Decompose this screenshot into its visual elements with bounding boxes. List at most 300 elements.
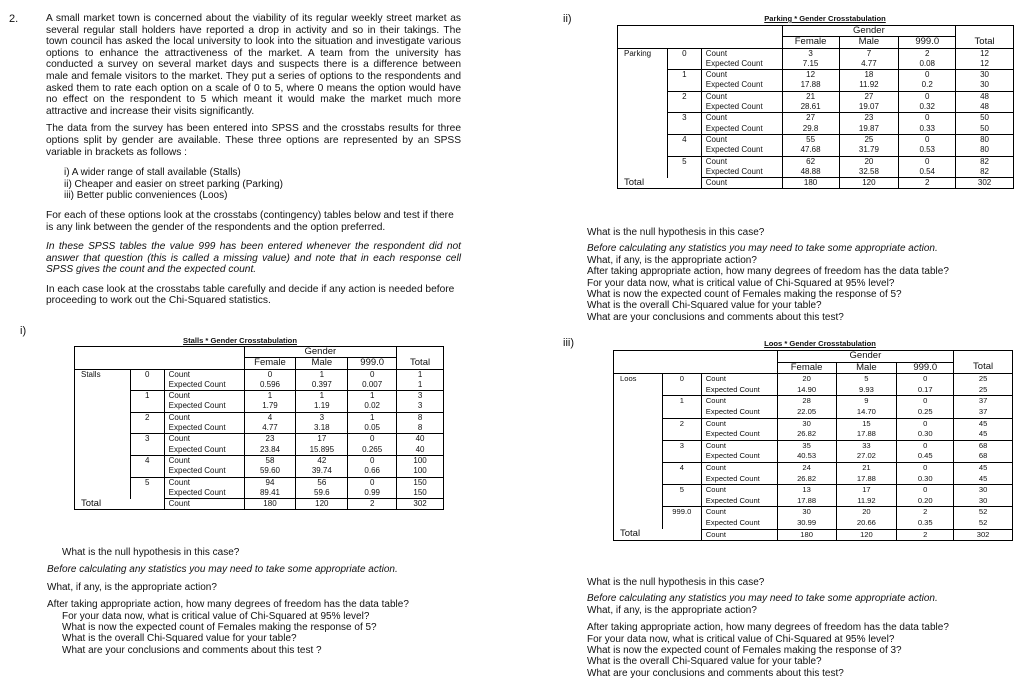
- count-cell: 0: [897, 396, 954, 407]
- count-cell: 100: [397, 455, 444, 466]
- expected-count-cell: 11.92: [836, 496, 897, 507]
- count-cell: 35: [777, 440, 836, 451]
- response-value: 5: [130, 477, 164, 499]
- q-iii-conclusions: What are your conclusions and comments about this test?: [587, 667, 844, 679]
- count-cell: 82: [956, 156, 1014, 167]
- count-cell: 150: [397, 477, 444, 488]
- q-i-action: What, if any, is the appropriate action?: [47, 581, 217, 593]
- variable-label: Stalls: [75, 369, 131, 499]
- count-cell: 3: [782, 48, 839, 59]
- missing-value-note: In these SPSS tables the value 999 has been entered whenever the respondent did not answer that question (this is called a missing value) and note that in each response cell SPSS gives the count and the expected count.: [46, 241, 461, 276]
- expected-count-cell: 4.77: [244, 423, 296, 434]
- expected-count-cell: 50: [956, 124, 1014, 135]
- count-cell: 30: [777, 507, 836, 518]
- expected-count-cell: 1: [397, 380, 444, 391]
- expected-count-cell: 29.8: [782, 124, 839, 135]
- q-ii-action: What, if any, is the appropriate action?: [587, 254, 757, 266]
- gender-header: Gender: [777, 351, 953, 363]
- count-cell: 7: [839, 48, 899, 59]
- expected-count-cell: 12: [956, 59, 1014, 70]
- count-cell: 3: [397, 391, 444, 402]
- column-header: Male: [296, 358, 348, 369]
- expected-count-cell: 0.007: [348, 380, 397, 391]
- column-header: Total: [956, 37, 1014, 48]
- count-label: Count: [164, 434, 244, 445]
- count-cell: 18: [839, 70, 899, 81]
- response-value: 0: [130, 369, 164, 391]
- total-cell: 2: [348, 499, 397, 510]
- response-value: 0: [667, 48, 701, 70]
- count-cell: 1: [397, 369, 444, 380]
- count-label: Count: [701, 529, 777, 541]
- corner-cell: [614, 362, 663, 374]
- count-cell: 0: [899, 134, 956, 145]
- expected-count-cell: 0.66: [348, 466, 397, 477]
- table-row-count: [618, 156, 1014, 167]
- count-cell: 0: [897, 485, 954, 496]
- count-cell: 0: [348, 477, 397, 488]
- total-cell: 180: [244, 499, 296, 510]
- column-header: Female: [777, 362, 836, 374]
- expected-count-cell: 0.02: [348, 401, 397, 412]
- response-value: 3: [130, 434, 164, 456]
- table-row-count: [614, 396, 1013, 407]
- total-label: Total: [614, 529, 702, 541]
- count-cell: 2: [897, 507, 954, 518]
- column-header: 999.0: [348, 358, 397, 369]
- loos-crosstab-table: [613, 350, 1013, 541]
- table-row-count: [618, 70, 1014, 81]
- expected-count-label: Expected Count: [701, 145, 782, 156]
- count-cell: 3: [296, 412, 348, 423]
- q-i-chisq: What is the overall Chi-Squared value for your table?: [62, 633, 297, 645]
- response-value: 1: [662, 396, 701, 418]
- total-cell: 2: [899, 178, 956, 189]
- expected-count-cell: 47.68: [782, 145, 839, 156]
- response-value: 2: [667, 91, 701, 113]
- expected-count-cell: 59.6: [296, 488, 348, 499]
- expected-count-label: Expected Count: [164, 401, 244, 412]
- expected-count-cell: 48.88: [782, 167, 839, 178]
- table-row-count: [75, 391, 444, 402]
- expected-count-cell: 0.30: [897, 429, 954, 440]
- parking-crosstab-table: [617, 25, 1014, 189]
- expected-count-cell: 30: [954, 496, 1013, 507]
- expected-count-cell: 0.33: [899, 124, 956, 135]
- count-cell: 9: [836, 396, 897, 407]
- intro-paragraph: A small market town is concerned about the viability of its regular weekly street market as several regular stall holders have reported a drop in activity and so in their takings. The town council has asked the local university to look into the situation and investigate various options to enhance the attractiveness of the market. A team from the university has conducted a survey on several market days and suspects there is a difference between male and female visitors to the market. They put a series of options to the respondents and asked them to rate each option on a scale of 0 to 5, where 0 means the option would have no effect on the respondent to 5 which meant it would make the market much more attractive and increase their visits significantly.: [46, 13, 461, 117]
- expected-count-label: Expected Count: [701, 102, 782, 113]
- table-row-count: [614, 462, 1013, 473]
- expected-count-cell: 37: [954, 407, 1013, 418]
- instruction-paragraph: For each of these options look at the crosstabs (contingency) tables below and test if there is any link between the gender of the respondents and the option preferred.: [46, 209, 454, 233]
- count-cell: 20: [777, 374, 836, 385]
- count-cell: 0: [348, 455, 397, 466]
- header-row-columns: [75, 358, 444, 369]
- q-iii-null-hypothesis: What is the null hypothesis in this case?: [587, 577, 765, 588]
- count-label: Count: [701, 91, 782, 102]
- stalls-crosstab-table: [74, 346, 444, 510]
- count-cell: 0: [348, 369, 397, 380]
- count-label: Count: [701, 440, 777, 451]
- count-label: Count: [164, 455, 244, 466]
- count-cell: 62: [782, 156, 839, 167]
- expected-count-cell: 0.35: [897, 518, 954, 529]
- total-cell: 302: [954, 529, 1013, 541]
- count-cell: 17: [296, 434, 348, 445]
- expected-count-cell: 0.265: [348, 445, 397, 456]
- expected-count-cell: 26.82: [777, 474, 836, 485]
- expected-count-cell: 0.53: [899, 145, 956, 156]
- count-label: Count: [164, 369, 244, 380]
- response-value: 4: [130, 455, 164, 477]
- expected-count-cell: 1.19: [296, 401, 348, 412]
- expected-count-cell: 40: [397, 445, 444, 456]
- response-value: 2: [662, 418, 701, 440]
- expected-count-cell: 0.17: [897, 385, 954, 396]
- expected-count-cell: 52: [954, 518, 1013, 529]
- expected-count-label: Expected Count: [701, 407, 777, 418]
- header-row-columns: [618, 37, 1014, 48]
- expected-count-label: Expected Count: [701, 496, 777, 507]
- option-parking: ii) Cheaper and easier on street parking (Parking): [64, 178, 283, 190]
- total-cell: 120: [839, 178, 899, 189]
- expected-count-cell: 0.08: [899, 59, 956, 70]
- look-note-paragraph: In each case look at the crosstabs table carefully and decide if any action is needed before proceeding to work out the Chi-Squared statistics.: [46, 283, 455, 307]
- table-row-count: [75, 412, 444, 423]
- expected-count-cell: 40.53: [777, 451, 836, 462]
- option-stalls: i) A wider range of stall available (Stalls): [64, 167, 241, 179]
- expected-count-cell: 0.596: [244, 380, 296, 391]
- response-value: 0: [662, 374, 701, 396]
- count-cell: 45: [954, 418, 1013, 429]
- count-cell: 23: [244, 434, 296, 445]
- count-label: Count: [164, 477, 244, 488]
- count-cell: 45: [954, 462, 1013, 473]
- count-cell: 0: [899, 70, 956, 81]
- table-row-count: [75, 369, 444, 380]
- count-cell: 23: [839, 113, 899, 124]
- table-row-count: [614, 374, 1013, 385]
- count-cell: 0: [897, 440, 954, 451]
- total-cell: 120: [296, 499, 348, 510]
- expected-count-cell: 45: [954, 474, 1013, 485]
- table-row-count: [618, 134, 1014, 145]
- expected-count-label: Expected Count: [164, 380, 244, 391]
- expected-count-cell: 0.45: [897, 451, 954, 462]
- count-cell: 0: [899, 91, 956, 102]
- response-value: 4: [667, 134, 701, 156]
- corner-cell: [701, 362, 777, 374]
- table-row-count: [75, 477, 444, 488]
- count-cell: 0: [897, 462, 954, 473]
- table-row-count: [614, 485, 1013, 496]
- column-header: Male: [836, 362, 897, 374]
- expected-count-cell: 0.32: [899, 102, 956, 113]
- count-cell: 56: [296, 477, 348, 488]
- count-cell: 0: [899, 113, 956, 124]
- count-cell: 27: [782, 113, 839, 124]
- expected-count-label: Expected Count: [701, 167, 782, 178]
- expected-count-cell: 0.397: [296, 380, 348, 391]
- expected-count-cell: 30: [956, 80, 1014, 91]
- expected-count-label: Expected Count: [164, 488, 244, 499]
- corner-cell: [662, 362, 701, 374]
- column-header: Total: [954, 362, 1013, 374]
- expected-count-label: Expected Count: [701, 80, 782, 91]
- expected-count-cell: 0.20: [897, 496, 954, 507]
- count-label: Count: [164, 391, 244, 402]
- response-value: 2: [130, 412, 164, 434]
- count-cell: 20: [839, 156, 899, 167]
- total-cell: 180: [782, 178, 839, 189]
- count-cell: 55: [782, 134, 839, 145]
- count-cell: 0: [244, 369, 296, 380]
- stalls-table-body: [75, 347, 444, 510]
- count-cell: 30: [777, 418, 836, 429]
- table-row-count: [618, 113, 1014, 124]
- count-cell: 0: [348, 434, 397, 445]
- response-value: 5: [662, 485, 701, 507]
- count-cell: 20: [836, 507, 897, 518]
- expected-count-cell: 0.2: [899, 80, 956, 91]
- loos-table-title: [730, 339, 910, 348]
- expected-count-cell: 59.60: [244, 466, 296, 477]
- table-row-count: [618, 91, 1014, 102]
- section-i-label: i): [20, 325, 27, 337]
- count-cell: 27: [839, 91, 899, 102]
- corner-cell: [701, 26, 782, 37]
- expected-count-label: Expected Count: [701, 474, 777, 485]
- expected-count-cell: 23.84: [244, 445, 296, 456]
- count-cell: 5: [836, 374, 897, 385]
- expected-count-cell: 17.88: [836, 474, 897, 485]
- count-cell: 2: [899, 48, 956, 59]
- total-cell: 2: [897, 529, 954, 541]
- corner-cell: [701, 37, 782, 48]
- expected-count-cell: 82: [956, 167, 1014, 178]
- corner-cell: [614, 351, 663, 363]
- expected-count-cell: 31.79: [839, 145, 899, 156]
- expected-count-cell: 28.61: [782, 102, 839, 113]
- q-i-conclusions: What are your conclusions and comments about this test ?: [62, 644, 322, 656]
- response-value: 3: [667, 113, 701, 135]
- expected-count-cell: 7.15: [782, 59, 839, 70]
- count-cell: 8: [397, 412, 444, 423]
- count-cell: 30: [954, 485, 1013, 496]
- corner-cell: [164, 358, 244, 369]
- corner-cell: [130, 347, 164, 358]
- column-header: 999.0: [897, 362, 954, 374]
- count-cell: 1: [244, 391, 296, 402]
- expected-count-cell: 0.54: [899, 167, 956, 178]
- count-cell: 13: [777, 485, 836, 496]
- expected-count-label: Expected Count: [701, 385, 777, 396]
- count-cell: 4: [244, 412, 296, 423]
- response-value: 3: [662, 440, 701, 462]
- q-i-before-note: Before calculating any statistics you may need to take some appropriate action.: [47, 564, 398, 576]
- corner-cell: [667, 26, 701, 37]
- count-label: Count: [164, 499, 244, 510]
- data-note-paragraph: The data from the survey has been entered into SPSS and the crosstabs results for three options split by gender are available. These three options are represented by an SPSS variable in brackets as follows :: [46, 123, 461, 158]
- expected-count-label: Expected Count: [164, 445, 244, 456]
- table-row-count: [614, 440, 1013, 451]
- count-label: Count: [701, 178, 782, 189]
- count-cell: 12: [956, 48, 1014, 59]
- total-cell: 120: [836, 529, 897, 541]
- count-label: Count: [701, 374, 777, 385]
- expected-count-cell: 150: [397, 488, 444, 499]
- count-cell: 37: [954, 396, 1013, 407]
- total-cell: 302: [397, 499, 444, 510]
- expected-count-label: Expected Count: [164, 423, 244, 434]
- expected-count-cell: 14.90: [777, 385, 836, 396]
- response-value: 4: [662, 462, 701, 484]
- expected-count-label: Expected Count: [701, 451, 777, 462]
- questions-ii-block: [587, 227, 1017, 323]
- question-intro-block: [46, 13, 461, 307]
- q-i-null-hypothesis: What is the null hypothesis in this case?: [62, 547, 240, 558]
- q-iii-expected: What is now the expected count of Females making the response of 3?: [587, 645, 902, 657]
- q-ii-null-hypothesis: What is the null hypothesis in this case?: [587, 227, 765, 238]
- count-cell: 1: [296, 369, 348, 380]
- count-cell: 12: [782, 70, 839, 81]
- option-loos: iii) Better public conveniences (Loos): [64, 190, 228, 202]
- stalls-table-title: [150, 336, 330, 345]
- count-cell: 0: [897, 418, 954, 429]
- count-label: Count: [701, 156, 782, 167]
- response-value: 999.0: [662, 507, 701, 529]
- corner-cell: [701, 351, 777, 363]
- count-cell: 50: [956, 113, 1014, 124]
- column-header: Female: [244, 358, 296, 369]
- q-ii-before-note: Before calculating any statistics you may need to take some appropriate action.: [587, 243, 938, 255]
- table-row-count: [614, 418, 1013, 429]
- corner-cell: [75, 358, 131, 369]
- count-label: Count: [701, 396, 777, 407]
- expected-count-cell: 45: [954, 429, 1013, 440]
- table-row-total: [614, 529, 1013, 541]
- table-row-total: [618, 178, 1014, 189]
- expected-count-cell: 14.70: [836, 407, 897, 418]
- count-cell: 28: [777, 396, 836, 407]
- count-label: Count: [701, 113, 782, 124]
- expected-count-label: Expected Count: [164, 466, 244, 477]
- q-ii-dof: After taking appropriate action, how many degrees of freedom has the data table?: [587, 266, 949, 278]
- expected-count-cell: 80: [956, 145, 1014, 156]
- count-cell: 1: [296, 391, 348, 402]
- expected-count-cell: 48: [956, 102, 1014, 113]
- count-cell: 24: [777, 462, 836, 473]
- questions-i-block: [47, 547, 462, 656]
- count-label: Count: [701, 48, 782, 59]
- count-cell: 25: [954, 374, 1013, 385]
- header-row-gender: [614, 351, 1013, 363]
- header-row-gender: [75, 347, 444, 358]
- loos-title-text: Loos * Gender Crosstabulation: [764, 339, 876, 348]
- q-iii-before-note: Before calculating any statistics you may need to take some appropriate action.: [587, 593, 938, 605]
- loos-table-body: [614, 351, 1013, 541]
- count-label: Count: [701, 507, 777, 518]
- corner-cell: [130, 358, 164, 369]
- table-row-count: [75, 434, 444, 445]
- count-label: Count: [164, 412, 244, 423]
- expected-count-label: Expected Count: [701, 429, 777, 440]
- q-i-critical: For your data now, what is critical value of Chi-Squared at 95% level?: [62, 610, 370, 622]
- expected-count-cell: 11.92: [839, 80, 899, 91]
- total-cell: 302: [956, 178, 1014, 189]
- column-header: Female: [782, 37, 839, 48]
- count-label: Count: [701, 70, 782, 81]
- expected-count-cell: 19.07: [839, 102, 899, 113]
- count-cell: 0: [897, 374, 954, 385]
- q-iii-critical: For your data now, what is critical value of Chi-Squared at 95% level?: [587, 633, 895, 645]
- expected-count-label: Expected Count: [701, 124, 782, 135]
- count-cell: 68: [954, 440, 1013, 451]
- expected-count-label: Expected Count: [701, 59, 782, 70]
- count-cell: 33: [836, 440, 897, 451]
- question-number: 2.: [9, 13, 19, 25]
- count-cell: 21: [836, 462, 897, 473]
- table-row-total: [75, 499, 444, 510]
- q-iii-action: What, if any, is the appropriate action?: [587, 604, 757, 616]
- variable-label: Parking: [618, 48, 668, 178]
- q-ii-expected: What is now the expected count of Females making the response of 5?: [587, 289, 902, 301]
- q-i-dof: After taking appropriate action, how many degrees of freedom has the data table?: [47, 599, 409, 611]
- count-cell: 30: [956, 70, 1014, 81]
- parking-table-title: [725, 14, 925, 23]
- expected-count-cell: 25: [954, 385, 1013, 396]
- column-header: Male: [839, 37, 899, 48]
- q-ii-critical: For your data now, what is critical value of Chi-Squared at 95% level?: [587, 277, 895, 289]
- count-cell: 25: [839, 134, 899, 145]
- count-cell: 52: [954, 507, 1013, 518]
- expected-count-cell: 15.895: [296, 445, 348, 456]
- total-label: Total: [618, 178, 702, 189]
- parking-table-body: [618, 26, 1014, 189]
- corner-cell: [667, 37, 701, 48]
- q-iii-chisq: What is the overall Chi-Squared value for your table?: [587, 656, 822, 668]
- count-label: Count: [701, 134, 782, 145]
- expected-count-cell: 4.77: [839, 59, 899, 70]
- expected-count-cell: 17.88: [836, 429, 897, 440]
- stalls-title-text: Stalls * Gender Crosstabulation: [183, 336, 297, 345]
- response-value: 5: [667, 156, 701, 178]
- expected-count-cell: 1.79: [244, 401, 296, 412]
- expected-count-cell: 32.58: [839, 167, 899, 178]
- expected-count-cell: 89.41: [244, 488, 296, 499]
- count-cell: 80: [956, 134, 1014, 145]
- expected-count-cell: 100: [397, 466, 444, 477]
- expected-count-cell: 20.66: [836, 518, 897, 529]
- column-header: Total: [397, 358, 444, 369]
- column-header: 999.0: [899, 37, 956, 48]
- expected-count-cell: 0.30: [897, 474, 954, 485]
- count-cell: 42: [296, 455, 348, 466]
- count-cell: 1: [348, 391, 397, 402]
- section-ii-label: ii): [563, 13, 572, 25]
- count-cell: 0: [899, 156, 956, 167]
- q-ii-chisq: What is the overall Chi-Squared value for your table?: [587, 300, 822, 312]
- header-row-gender: [618, 26, 1014, 37]
- expected-count-cell: 26.82: [777, 429, 836, 440]
- count-cell: 15: [836, 418, 897, 429]
- table-row-count: [618, 48, 1014, 59]
- table-row-count: [614, 507, 1013, 518]
- total-label: Total: [75, 499, 165, 510]
- expected-count-cell: 27.02: [836, 451, 897, 462]
- corner-cell: [75, 347, 131, 358]
